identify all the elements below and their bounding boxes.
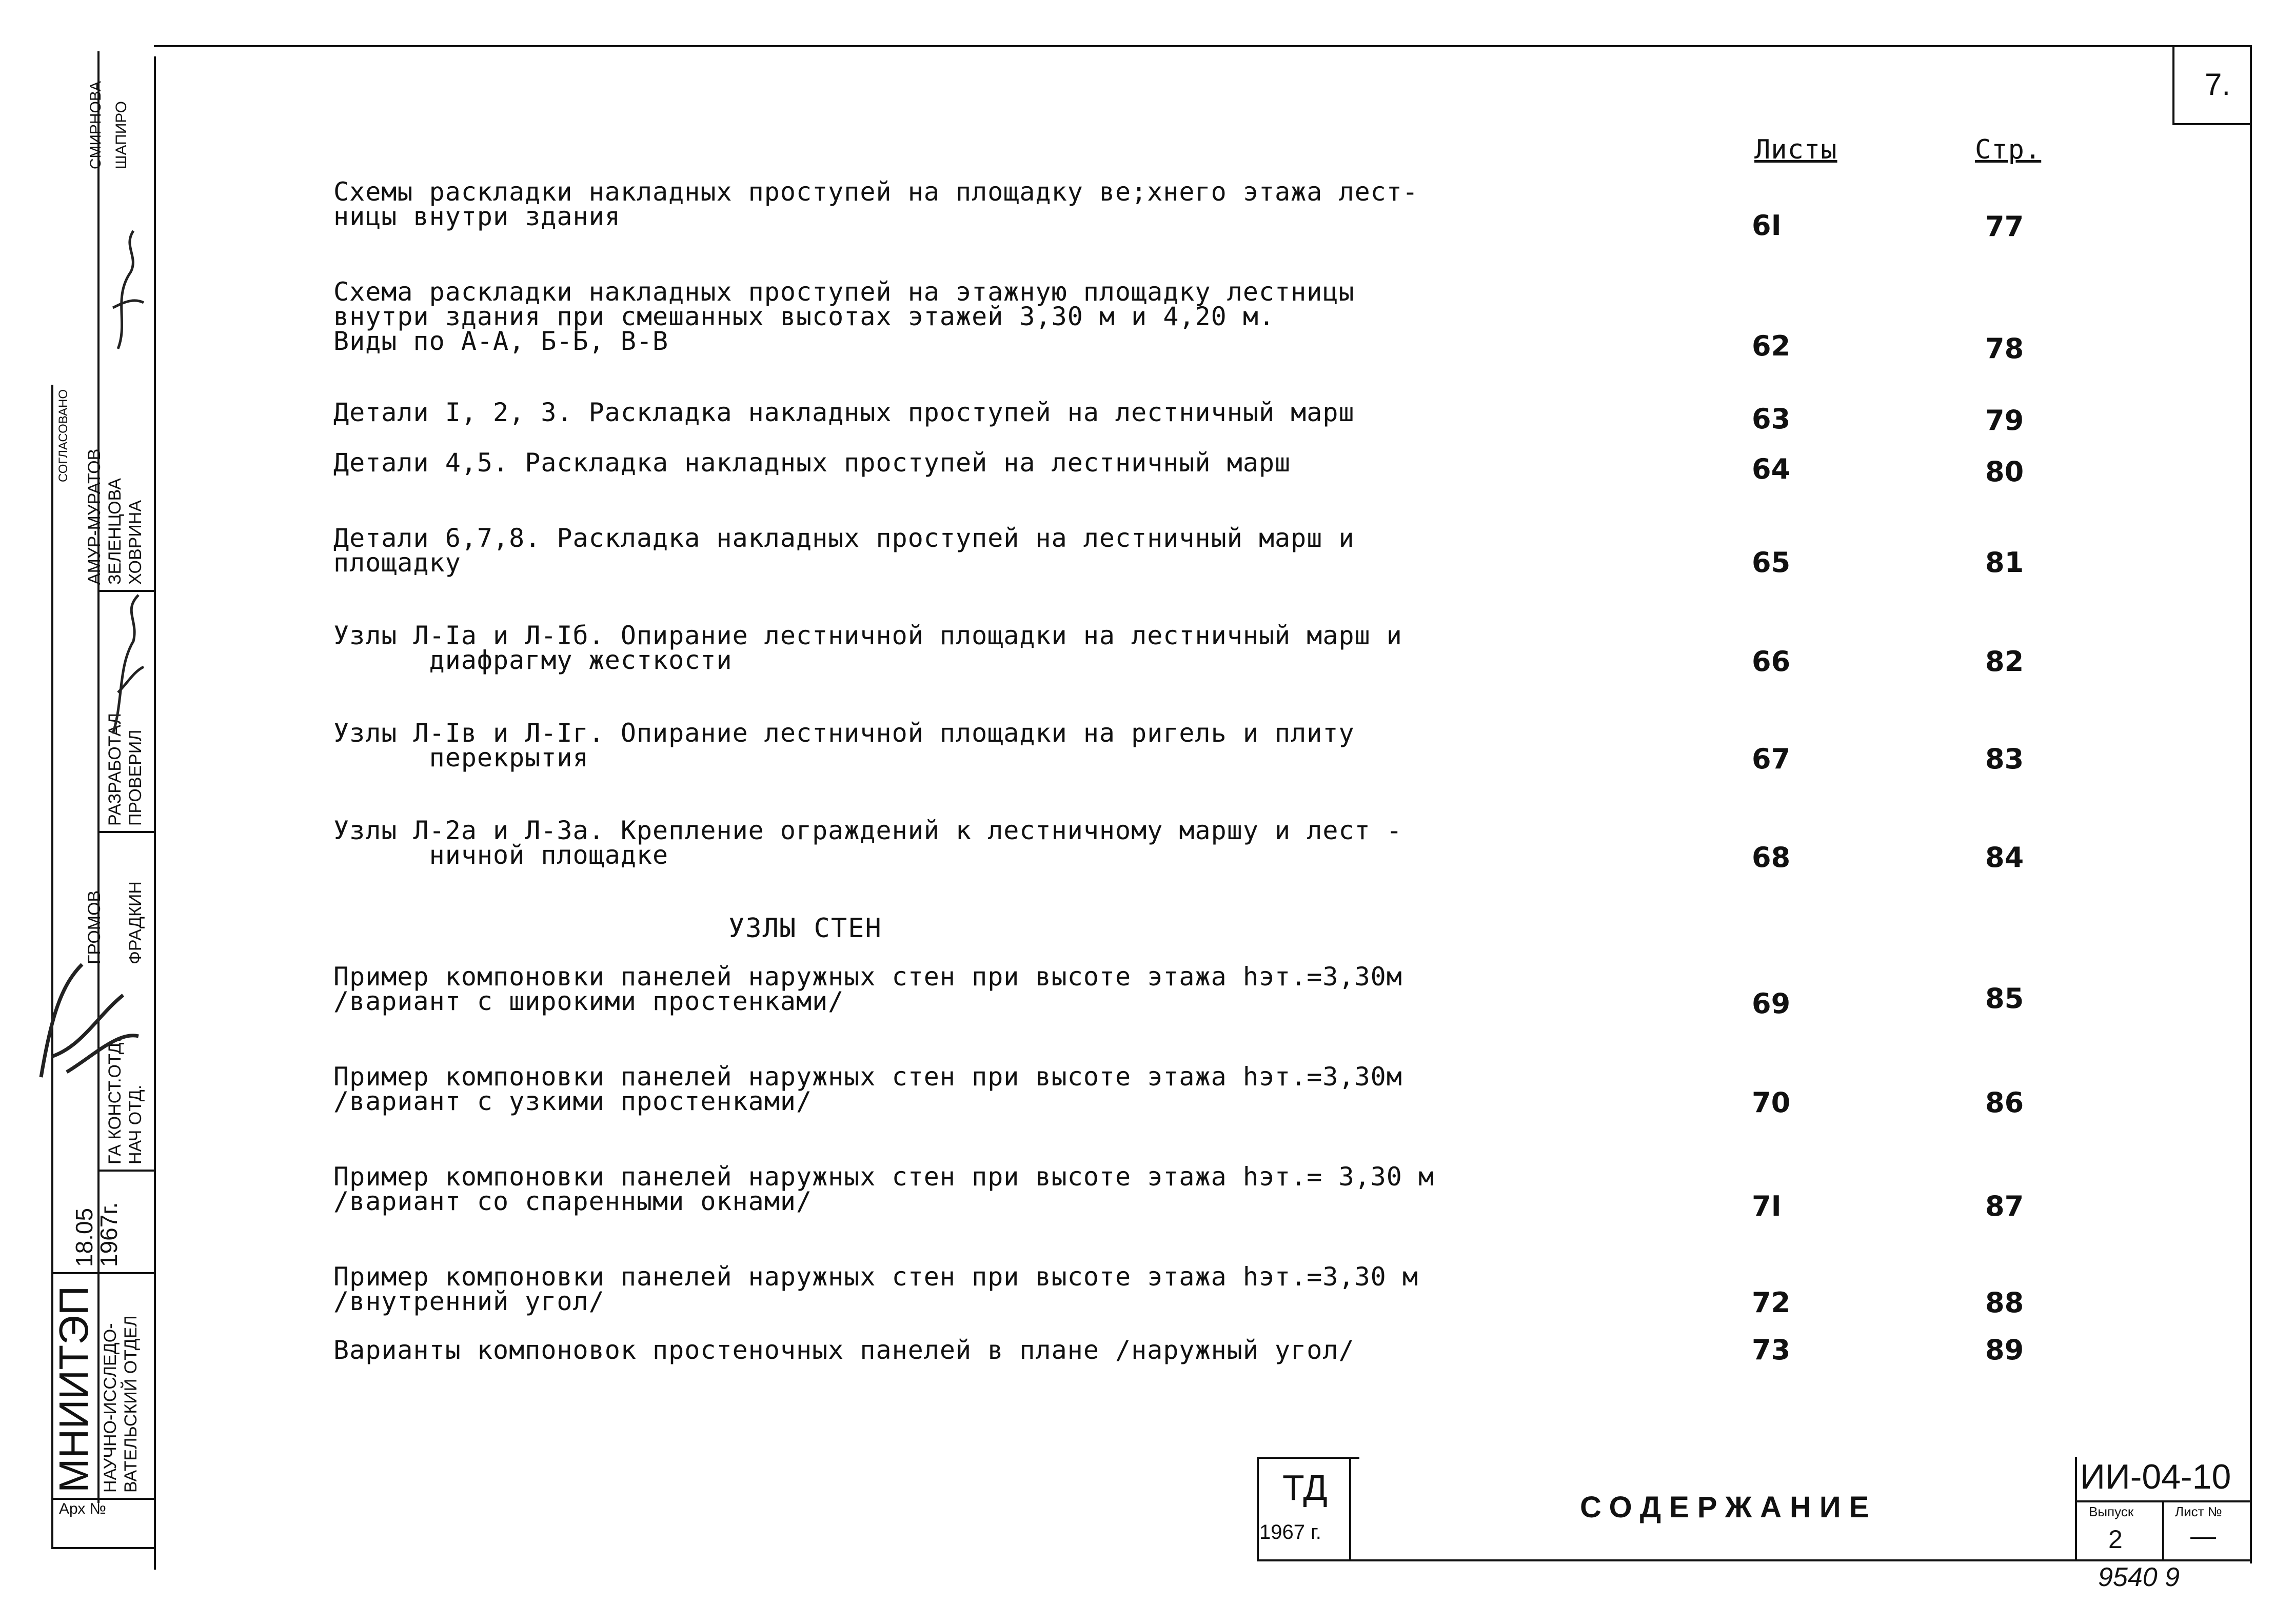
person-name: АМУР-МУРАТОВ [85,448,104,585]
tb-issue-divider [2162,1500,2164,1559]
signature-mark [21,954,149,1087]
page-number-ref: 83 [1985,743,2024,775]
sheet-number: 68 [1752,841,1791,874]
sheet-number: 66 [1752,645,1791,678]
page-number-ref: 80 [1985,455,2024,488]
list-item: Узлы Л-Iв и Л-Iг. Опирание лестничной площадки на ригель и плиту перекрытия [333,718,1355,773]
frame-top [154,45,2252,47]
list-item: Схемы раскладки накладных проступей на площадку ве;хнего этажа лест- ницы внутри здания [333,177,1418,231]
sheet-number: 6I [1752,209,1782,242]
role-label: ГА КОНСТ.ОТД. [105,1037,125,1164]
signature-mark [103,226,149,359]
sheet-number: 67 [1752,743,1791,775]
sheet-number: 7I [1752,1190,1782,1222]
list-item: Пример компоновки панелей наружных стен при высоте этажа hэт.=3,30м /вариант с узкими простенками/ [333,1062,1402,1116]
strip-divider [97,51,100,1503]
sheet-number: 65 [1752,546,1791,579]
role-label: ПРОВЕРИЛ [126,729,145,826]
org-name: МНИИТЭП [51,1285,96,1493]
tb-td-divider [1349,1457,1351,1559]
page-number: 7. [2205,67,2231,102]
sheet-number: 63 [1752,403,1791,435]
page-number-ref: 88 [1985,1286,2024,1319]
sheet-number: 70 [1752,1086,1791,1119]
dept-name: НАУЧНО-ИССЛЕДО- ВАТЕЛЬСКИЙ ОТДЕЛ [101,1315,141,1493]
list-item: Пример компоновки панелей наружных стен при высоте этажа hэт.=3,30 м /внутренний угол/ [333,1262,1418,1316]
person-name: ГРОМОВ [85,890,104,964]
sheet-number: 72 [1752,1286,1791,1319]
strip-cell-line [51,1498,154,1500]
year: 1967 г. [1259,1521,1321,1543]
list-item: Детали 4,5. Раскладка накладных проступей на лестничный марш [333,448,1291,478]
issue-value: 2 [2108,1525,2123,1554]
person-name: СМИРНОВА [87,81,104,169]
tb-title-divider [2075,1457,2077,1559]
sheet-number: 73 [1752,1334,1791,1366]
sheet-label: Лист № [2175,1504,2222,1519]
person-name: ШАПИРО [113,101,130,169]
sheet-value: — [2190,1521,2216,1550]
archive-label: Арх № [59,1500,106,1517]
series-code: ИИ-04-10 [2080,1457,2231,1496]
td-mark: ТД [1282,1468,1328,1508]
page-number-ref: 85 [1985,982,2024,1015]
list-item: Детали 6,7,8. Раскладка накладных проступей на лестничный марш и площадку [333,523,1355,578]
sheet-number: 69 [1752,987,1791,1020]
role-label: НАЧ ОТД. [126,1084,145,1164]
page-number-ref: 78 [1985,332,2024,365]
signature-mark [103,590,149,744]
person-name: ХОВРИНА [126,500,145,585]
list-item: Узлы Л-Iа и Л-Iб. Опирание лестничной площадки на лестничный марш и диафрагму жесткости [333,621,1402,675]
frame-left [154,56,156,1570]
page-number-ref: 79 [1985,404,2024,437]
page-number-ref: 81 [1985,546,2024,579]
stamp-date: 18.05 1967г. [71,1202,122,1267]
page-number-ref: 87 [1985,1190,2024,1222]
list-item: Детали I, 2, 3. Раскладка накладных проступей на лестничный марш [333,398,1355,427]
column-header-sheets: Листы [1754,134,1837,165]
role-label: РАЗРАБОТАЛ [105,712,125,826]
archive-number: 9540 9 [2098,1562,2180,1592]
document-title: СОДЕРЖАНИЕ [1580,1491,1877,1524]
section-title: УЗЛЫ СТЕН [728,913,882,944]
page-number-ref: 89 [1985,1334,2024,1366]
strip-cell-line [51,1272,154,1274]
strip-cell-line [97,1170,154,1172]
person-name: ЗЕЛЕНЦОВА [105,478,125,585]
issue-label: Выпуск [2089,1504,2134,1519]
tb-left-line [1257,1457,1259,1559]
page-number-ref: 77 [1985,210,2024,243]
sheet-number: 62 [1752,330,1791,362]
list-item: Пример компоновки панелей наружных стен при высоте этажа hэт.=3,30м /вариант с широкими простенками/ [333,962,1402,1016]
column-header-pages: Стр. [1975,134,2042,165]
page-number-ref: 82 [1985,645,2024,678]
person-name: ФРАДКИН [126,881,145,964]
tb-top-line [1257,1457,1359,1459]
strip-bottom-border [51,1547,154,1549]
page-number-ref: 86 [1985,1086,2024,1119]
page-number-ref: 84 [1985,841,2024,874]
frame-right [2250,45,2252,1563]
strip-cell-line [97,831,154,833]
list-item: Узлы Л-2а и Л-3а. Крепление ограждений к лестничному маршу и лест - ничной площадке [333,816,1402,870]
role-label: СОГЛАСОВАНО [56,389,70,482]
list-item: Варианты компоновок простеночных панелей в плане /наружный угол/ [333,1335,1355,1365]
list-item: Схема раскладки накладных проступей на этажную площадку лестницы внутри здания при смешанных высотах этажей 3,30 м и 4,20 м. Виды по А-А, Б-Б, В-В [333,277,1355,356]
sheet-number: 64 [1752,453,1791,485]
list-item: Пример компоновки панелей наружных стен при высоте этажа hэт.= 3,30 м /вариант со спаренными окнами/ [333,1162,1435,1216]
frame-bottom [1257,1559,2252,1561]
